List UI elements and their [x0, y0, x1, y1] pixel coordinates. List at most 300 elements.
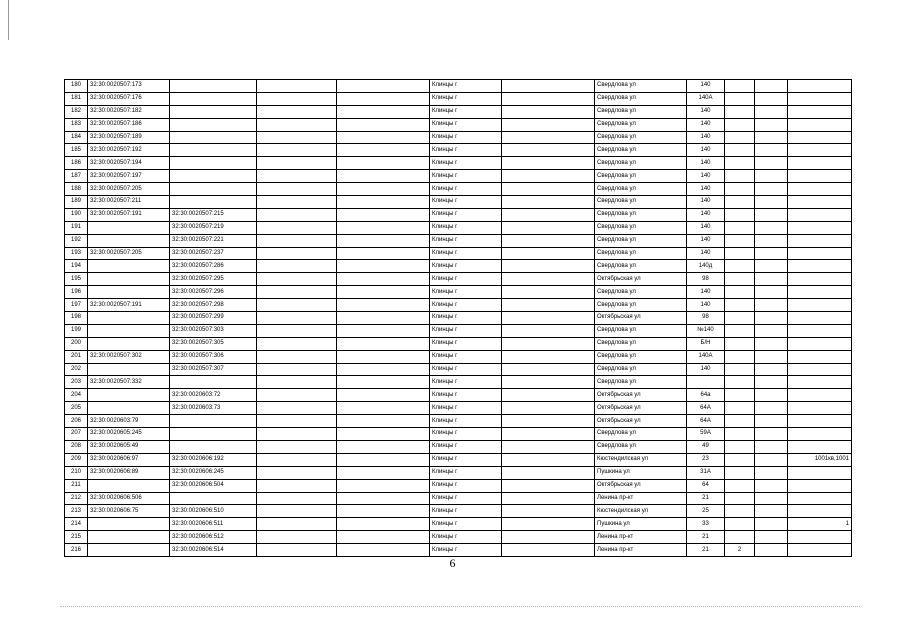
- cell-empty: [502, 260, 595, 273]
- cell-house: №140: [687, 324, 725, 337]
- cell-apt: [725, 80, 755, 93]
- cell-cad2: [170, 105, 257, 118]
- table-row: [65, 299, 852, 312]
- table-row: [65, 453, 852, 466]
- cell-cad2: 32:30:0020606:504: [170, 479, 257, 492]
- cell-last: [788, 376, 852, 389]
- cell-house: [687, 376, 725, 389]
- cell-apt: [725, 350, 755, 363]
- cell-cad1: [88, 234, 170, 247]
- cell-empty: [257, 453, 337, 466]
- cell-empty: [502, 92, 595, 105]
- cell-empty: [502, 105, 595, 118]
- cell-cad2: [170, 170, 257, 183]
- cell-empty: [502, 286, 595, 299]
- cell-last: [788, 350, 852, 363]
- cell-last: [788, 466, 852, 479]
- cell-last: [788, 273, 852, 286]
- cell-empty: [257, 131, 337, 144]
- cell-empty: [755, 247, 788, 260]
- cell-n: 211: [65, 479, 88, 492]
- cell-house: 21: [687, 531, 725, 544]
- cell-house: 140: [687, 170, 725, 183]
- cell-empty: [257, 531, 337, 544]
- cell-empty: [755, 196, 788, 209]
- cell-cad2: [170, 196, 257, 209]
- cell-empty: [257, 208, 337, 221]
- cell-city: Клинцы г: [430, 221, 502, 234]
- cell-cad1: 32:30:0020507:182: [88, 105, 170, 118]
- table-row: [65, 389, 852, 402]
- cell-empty: [502, 208, 595, 221]
- cell-street: Свердлова ул: [595, 247, 687, 260]
- cell-cad2: [170, 80, 257, 93]
- cell-apt: [725, 376, 755, 389]
- cell-cad1: 32:30:0020507:205: [88, 247, 170, 260]
- cell-street: Ленина пр-кт: [595, 531, 687, 544]
- cell-city: Клинцы г: [430, 363, 502, 376]
- cell-cad1: 32:30:0020507:332: [88, 376, 170, 389]
- cell-empty: [502, 350, 595, 363]
- cell-empty: [257, 92, 337, 105]
- cell-house: 140: [687, 80, 725, 93]
- table-row: [65, 492, 852, 505]
- cell-cad2: [170, 92, 257, 105]
- table-row: [65, 247, 852, 260]
- cell-empty: [257, 157, 337, 170]
- cell-n: 192: [65, 234, 88, 247]
- cell-cad1: 32:30:0020507:189: [88, 131, 170, 144]
- cell-city: Клинцы г: [430, 170, 502, 183]
- cell-street: Свердлова ул: [595, 376, 687, 389]
- cell-empty: [755, 286, 788, 299]
- cell-cad1: [88, 518, 170, 531]
- cell-last: [788, 389, 852, 402]
- cell-cad1: 32:30:0020606:506: [88, 492, 170, 505]
- cell-empty: [257, 376, 337, 389]
- cell-empty: [337, 131, 430, 144]
- cell-cad2: [170, 415, 257, 428]
- cell-n: 204: [65, 389, 88, 402]
- cell-empty: [755, 415, 788, 428]
- cell-house: 140: [687, 299, 725, 312]
- table-row: [65, 92, 852, 105]
- cell-last: [788, 196, 852, 209]
- cell-city: Клинцы г: [430, 286, 502, 299]
- cell-cad1: 32:30:0020507:173: [88, 80, 170, 93]
- cell-apt: [725, 196, 755, 209]
- cell-empty: [337, 92, 430, 105]
- cell-house: 25: [687, 505, 725, 518]
- cell-empty: [337, 531, 430, 544]
- cell-house: 140: [687, 118, 725, 131]
- cell-empty: [257, 337, 337, 350]
- cell-street: Октябрьская ул: [595, 273, 687, 286]
- table-row: [65, 324, 852, 337]
- cell-city: Клинцы г: [430, 105, 502, 118]
- cell-cad1: [88, 402, 170, 415]
- cell-street: Свердлова ул: [595, 350, 687, 363]
- cell-street: Свердлова ул: [595, 221, 687, 234]
- cell-city: Клинцы г: [430, 80, 502, 93]
- cell-last: [788, 479, 852, 492]
- cell-house: 59А: [687, 428, 725, 441]
- table-row: [65, 402, 852, 415]
- cell-apt: [725, 415, 755, 428]
- cell-empty: [502, 144, 595, 157]
- cell-city: Клинцы г: [430, 312, 502, 325]
- cell-empty: [755, 312, 788, 325]
- cell-street: Свердлова ул: [595, 428, 687, 441]
- cell-house: 64А: [687, 402, 725, 415]
- cell-empty: [337, 453, 430, 466]
- cell-cad1: [88, 286, 170, 299]
- cell-city: Клинцы г: [430, 92, 502, 105]
- cell-empty: [337, 286, 430, 299]
- cell-empty: [502, 157, 595, 170]
- cell-apt: [725, 260, 755, 273]
- cell-house: 140: [687, 208, 725, 221]
- cell-empty: [337, 479, 430, 492]
- cell-empty: [337, 299, 430, 312]
- cell-n: 200: [65, 337, 88, 350]
- cell-cad2: [170, 157, 257, 170]
- cell-city: Клинцы г: [430, 247, 502, 260]
- cell-cad1: [88, 312, 170, 325]
- cell-empty: [337, 312, 430, 325]
- cell-empty: [337, 183, 430, 196]
- cell-n: 190: [65, 208, 88, 221]
- cell-empty: [755, 544, 788, 557]
- cell-empty: [337, 118, 430, 131]
- cell-empty: [755, 492, 788, 505]
- cell-empty: [337, 221, 430, 234]
- cell-house: 33: [687, 518, 725, 531]
- cell-empty: [502, 389, 595, 402]
- cell-empty: [337, 234, 430, 247]
- table-row: [65, 531, 852, 544]
- cell-empty: [755, 402, 788, 415]
- table-row: [65, 221, 852, 234]
- cell-street: Октябрьская ул: [595, 402, 687, 415]
- cell-empty: [257, 312, 337, 325]
- cell-street: Ленина пр-кт: [595, 544, 687, 557]
- cell-house: 21: [687, 544, 725, 557]
- cell-empty: [257, 389, 337, 402]
- cell-city: Клинцы г: [430, 324, 502, 337]
- cell-empty: [755, 157, 788, 170]
- cell-street: Пушкина ул: [595, 518, 687, 531]
- cell-cad2: 32:30:0020507:299: [170, 312, 257, 325]
- cell-n: 199: [65, 324, 88, 337]
- cell-house: 64а: [687, 389, 725, 402]
- cell-empty: [502, 453, 595, 466]
- cell-cad2: 32:30:0020507:303: [170, 324, 257, 337]
- cell-cad1: 32:30:0020605:49: [88, 440, 170, 453]
- cell-cad1: [88, 260, 170, 273]
- cell-house: 98: [687, 312, 725, 325]
- cell-empty: [337, 415, 430, 428]
- cell-empty: [755, 363, 788, 376]
- cell-city: Клинцы г: [430, 453, 502, 466]
- cell-last: [788, 118, 852, 131]
- cell-city: Клинцы г: [430, 415, 502, 428]
- cell-cad1: [88, 363, 170, 376]
- cell-empty: [257, 466, 337, 479]
- table-row: [65, 80, 852, 93]
- cell-empty: [337, 466, 430, 479]
- cell-cad1: 32:30:0020603:79: [88, 415, 170, 428]
- cell-empty: [502, 131, 595, 144]
- cell-apt: [725, 92, 755, 105]
- cell-n: 184: [65, 131, 88, 144]
- cell-city: Клинцы г: [430, 402, 502, 415]
- cell-city: Клинцы г: [430, 440, 502, 453]
- cell-last: [788, 402, 852, 415]
- cell-last: 1: [788, 518, 852, 531]
- table-row: [65, 183, 852, 196]
- cell-city: Клинцы г: [430, 492, 502, 505]
- cell-city: Клинцы г: [430, 531, 502, 544]
- cell-empty: [502, 170, 595, 183]
- cell-empty: [257, 247, 337, 260]
- cell-last: 1001кв,1001: [788, 453, 852, 466]
- cell-empty: [257, 286, 337, 299]
- cell-empty: [257, 234, 337, 247]
- cell-n: 214: [65, 518, 88, 531]
- cell-empty: [337, 208, 430, 221]
- cell-city: Клинцы г: [430, 260, 502, 273]
- cell-last: [788, 531, 852, 544]
- cell-empty: [755, 208, 788, 221]
- cell-city: Клинцы г: [430, 118, 502, 131]
- cell-apt: [725, 453, 755, 466]
- table-row: [65, 428, 852, 441]
- cell-empty: [257, 170, 337, 183]
- cell-empty: [337, 544, 430, 557]
- cell-street: Октябрьская ул: [595, 479, 687, 492]
- cell-empty: [337, 428, 430, 441]
- table-row: [65, 260, 852, 273]
- cell-last: [788, 92, 852, 105]
- table-row: [65, 144, 852, 157]
- cell-empty: [257, 260, 337, 273]
- table-row: [65, 544, 852, 557]
- cell-empty: [257, 221, 337, 234]
- cell-apt: [725, 402, 755, 415]
- cell-street: Свердлова ул: [595, 208, 687, 221]
- cell-empty: [755, 131, 788, 144]
- cell-last: [788, 363, 852, 376]
- cell-apt: [725, 531, 755, 544]
- cell-empty: [502, 363, 595, 376]
- cell-cad2: 32:30:0020606:510: [170, 505, 257, 518]
- table-row: [65, 170, 852, 183]
- cell-apt: [725, 273, 755, 286]
- cell-empty: [257, 324, 337, 337]
- cell-apt: [725, 505, 755, 518]
- table-row: [65, 479, 852, 492]
- cell-empty: [755, 466, 788, 479]
- cell-empty: [755, 518, 788, 531]
- cell-cad2: [170, 183, 257, 196]
- cell-house: 140: [687, 144, 725, 157]
- cell-empty: [337, 363, 430, 376]
- cell-house: 140: [687, 131, 725, 144]
- cell-empty: [257, 183, 337, 196]
- cell-apt: [725, 118, 755, 131]
- cell-n: 181: [65, 92, 88, 105]
- cell-n: 216: [65, 544, 88, 557]
- cell-cad2: 32:30:0020507:305: [170, 337, 257, 350]
- cell-house: 140: [687, 183, 725, 196]
- table-row: [65, 363, 852, 376]
- cell-cad2: 32:30:0020507:296: [170, 286, 257, 299]
- cell-cad1: [88, 479, 170, 492]
- cell-empty: [755, 118, 788, 131]
- cell-cad2: 32:30:0020606:514: [170, 544, 257, 557]
- cell-street: Свердлова ул: [595, 299, 687, 312]
- cell-last: [788, 208, 852, 221]
- cell-cad1: [88, 389, 170, 402]
- cell-street: Свердлова ул: [595, 196, 687, 209]
- cell-cad2: [170, 376, 257, 389]
- cell-house: 140: [687, 157, 725, 170]
- cell-street: Свердлова ул: [595, 260, 687, 273]
- cell-apt: [725, 247, 755, 260]
- cell-street: Свердлова ул: [595, 80, 687, 93]
- cell-empty: [337, 170, 430, 183]
- cell-cad2: [170, 118, 257, 131]
- cell-city: Клинцы г: [430, 389, 502, 402]
- table-row: [65, 208, 852, 221]
- cell-n: 212: [65, 492, 88, 505]
- cell-cad1: 32:30:0020507:211: [88, 196, 170, 209]
- cell-empty: [257, 402, 337, 415]
- cell-empty: [502, 415, 595, 428]
- cell-n: 202: [65, 363, 88, 376]
- cell-house: 140: [687, 234, 725, 247]
- cell-empty: [257, 428, 337, 441]
- cell-cad1: [88, 337, 170, 350]
- cell-cad2: 32:30:0020606:512: [170, 531, 257, 544]
- cell-empty: [502, 183, 595, 196]
- page-number: 6: [449, 556, 456, 570]
- cell-cad2: 32:30:0020603:73: [170, 402, 257, 415]
- cell-apt: [725, 234, 755, 247]
- cell-n: 203: [65, 376, 88, 389]
- cell-street: Октябрьская ул: [595, 389, 687, 402]
- cell-apt: [725, 312, 755, 325]
- cell-last: [788, 544, 852, 557]
- cell-empty: [755, 479, 788, 492]
- cell-house: 98: [687, 273, 725, 286]
- cell-street: Кюстендилская ул: [595, 453, 687, 466]
- cell-empty: [337, 402, 430, 415]
- cell-apt: [725, 389, 755, 402]
- register-table: [64, 79, 852, 557]
- cell-street: Октябрьская ул: [595, 312, 687, 325]
- cell-last: [788, 286, 852, 299]
- cell-house: 140: [687, 196, 725, 209]
- cell-city: Клинцы г: [430, 337, 502, 350]
- cell-empty: [337, 157, 430, 170]
- cell-cad1: [88, 221, 170, 234]
- table-row: [65, 105, 852, 118]
- cell-empty: [502, 234, 595, 247]
- cell-last: [788, 260, 852, 273]
- cell-empty: [755, 299, 788, 312]
- cell-empty: [502, 531, 595, 544]
- cell-city: Клинцы г: [430, 196, 502, 209]
- cell-cad1: 32:30:0020507:205: [88, 183, 170, 196]
- cell-empty: [502, 312, 595, 325]
- cell-house: 23: [687, 453, 725, 466]
- table-row: [65, 273, 852, 286]
- cell-empty: [337, 440, 430, 453]
- cell-empty: [755, 80, 788, 93]
- cell-empty: [337, 492, 430, 505]
- cell-empty: [337, 260, 430, 273]
- cell-street: Свердлова ул: [595, 440, 687, 453]
- cell-empty: [337, 80, 430, 93]
- cell-empty: [337, 324, 430, 337]
- cell-n: 185: [65, 144, 88, 157]
- cell-apt: [725, 105, 755, 118]
- cell-empty: [755, 92, 788, 105]
- cell-cad2: [170, 144, 257, 157]
- cell-cad2: 32:30:0020507:298: [170, 299, 257, 312]
- cell-city: Клинцы г: [430, 144, 502, 157]
- cell-n: 197: [65, 299, 88, 312]
- cell-empty: [502, 518, 595, 531]
- cell-cad1: 32:30:0020507:191: [88, 299, 170, 312]
- cell-cad1: 32:30:0020507:197: [88, 170, 170, 183]
- cell-empty: [257, 479, 337, 492]
- cell-empty: [502, 479, 595, 492]
- cell-empty: [337, 376, 430, 389]
- table-row: [65, 118, 852, 131]
- cell-empty: [755, 221, 788, 234]
- cell-last: [788, 183, 852, 196]
- cell-empty: [257, 415, 337, 428]
- table-row: [65, 234, 852, 247]
- cell-n: 201: [65, 350, 88, 363]
- cell-house: 140: [687, 221, 725, 234]
- cell-empty: [502, 376, 595, 389]
- table-row: [65, 505, 852, 518]
- cell-empty: [257, 350, 337, 363]
- cell-cad1: 32:30:0020606:97: [88, 453, 170, 466]
- cell-cad1: 32:30:0020606:75: [88, 505, 170, 518]
- cell-empty: [337, 247, 430, 260]
- cell-empty: [755, 260, 788, 273]
- cell-house: 49: [687, 440, 725, 453]
- cell-empty: [502, 221, 595, 234]
- cell-empty: [502, 80, 595, 93]
- cell-empty: [502, 428, 595, 441]
- cell-apt: [725, 144, 755, 157]
- cell-empty: [337, 144, 430, 157]
- cell-cad1: 32:30:0020605:245: [88, 428, 170, 441]
- cell-city: Клинцы г: [430, 157, 502, 170]
- cell-empty: [502, 337, 595, 350]
- cell-city: Клинцы г: [430, 234, 502, 247]
- cell-cad2: [170, 440, 257, 453]
- table-row: [65, 196, 852, 209]
- table-row: [65, 157, 852, 170]
- cell-last: [788, 80, 852, 93]
